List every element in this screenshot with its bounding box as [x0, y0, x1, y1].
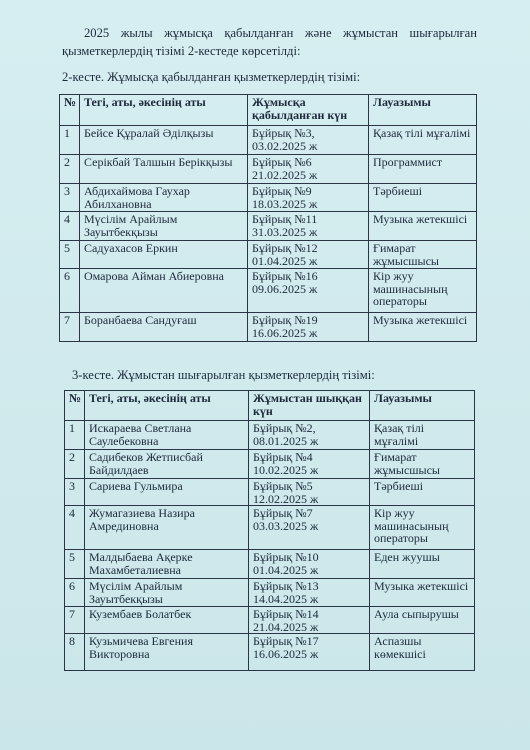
cell-order-date: Бұйрық №17 16.06.2025 ж — [249, 634, 370, 671]
cell-position: Аула сыпырушы — [370, 607, 475, 634]
table-header-row — [60, 95, 477, 126]
table-row — [65, 550, 475, 579]
header-date: Жұмыстан шыққан күн — [249, 391, 370, 421]
cell-name: Садуахасов Еркин — [80, 241, 248, 269]
cell-name: Мүсілім Арайлым Зауытбекқызы — [85, 579, 249, 607]
cell-name: Малдыбаева Ақерке Махамбеталиевна — [85, 550, 249, 579]
cell-name: Омарова Айман Абиеровна — [80, 269, 248, 313]
cell-name: Абдихаймова Гаухар Абилхановна — [80, 184, 248, 212]
header-position: Лауазымы — [370, 391, 475, 421]
cell-order-date: Бұйрық №10 01.04.2025 ж — [249, 550, 370, 579]
cell-order-date: Бұйрық №16 09.06.2025 ж — [248, 269, 369, 313]
cell-order-date: Бұйрық №12 01.04.2025 ж — [248, 241, 369, 269]
table-row — [65, 479, 475, 506]
cell-position: Тәрбиеші — [370, 479, 475, 506]
cell-order-date: Бұйрық №6 21.02.2025 ж — [248, 155, 369, 184]
cell-number: 7 — [60, 313, 80, 342]
table-row — [65, 579, 475, 607]
cell-position: Ғимарат жұмысшысы — [370, 450, 475, 479]
table-header-row — [65, 391, 475, 421]
cell-order-date: Бұйрық №13 14.04.2025 ж — [249, 579, 370, 607]
cell-order-date: Бұйрық №9 18.03.2025 ж — [248, 184, 369, 212]
cell-position: Аспазшы көмекшісі — [370, 634, 475, 671]
header-date: Жұмысқа қабылданған күн — [248, 95, 369, 126]
cell-name: Искараева Светлана Саулебековна — [85, 421, 249, 450]
hired-employees-table — [59, 94, 477, 342]
cell-number: 6 — [60, 269, 80, 313]
cell-name: Серікбай Талшын Берікқызы — [80, 155, 248, 184]
table-row — [65, 450, 475, 479]
header-position: Лауазымы — [369, 95, 477, 126]
table-row — [60, 212, 477, 241]
cell-name: Садибеков Жетписбай Байдилдаев — [85, 450, 249, 479]
header-name: Тегі, аты, әкесінің аты — [85, 391, 249, 421]
cell-number: 4 — [60, 212, 80, 241]
table-row — [65, 607, 475, 634]
cell-position: Қазақ тілі мұғалімі — [369, 126, 477, 155]
cell-number: 1 — [60, 126, 80, 155]
cell-number: 2 — [65, 450, 85, 479]
dismissed-table-body — [65, 421, 475, 671]
intro-paragraph — [62, 24, 477, 60]
header-name: Тегі, аты, әкесінің аты — [80, 95, 248, 126]
cell-name: Кузьмичева Евгения Викторовна — [85, 634, 249, 671]
cell-number: 6 — [65, 579, 85, 607]
cell-order-date: Бұйрық №5 12.02.2025 ж — [249, 479, 370, 506]
cell-position: Тәрбиеші — [369, 184, 477, 212]
table3-caption: 3-кесте. Жұмыстан шығарылған қызметкерлердің тізімі: — [72, 368, 375, 382]
cell-number: 1 — [65, 421, 85, 450]
table-row — [60, 269, 477, 313]
cell-order-date: Бұйрық №4 10.02.2025 ж — [249, 450, 370, 479]
table-row — [60, 241, 477, 269]
table2-caption: 2-кесте. Жұмысқа қабылданған қызметкерлердің тізімі: — [62, 70, 361, 84]
cell-name: Кузембаев Болатбек — [85, 607, 249, 634]
cell-number: 3 — [65, 479, 85, 506]
cell-number: 8 — [65, 634, 85, 671]
cell-position: Музыка жетекшісі — [370, 579, 475, 607]
hired-table-body — [60, 126, 477, 342]
cell-number: 4 — [65, 506, 85, 550]
cell-position: Еден жуушы — [370, 550, 475, 579]
cell-position: Ғимарат жұмысшысы — [369, 241, 477, 269]
cell-position: Музыка жетекшісі — [369, 212, 477, 241]
cell-position: Программист — [369, 155, 477, 184]
cell-name: Жумагазиева Назира Амрединовна — [85, 506, 249, 550]
intro-text: 2025 жылы жұмысқа қабылданған және жұмыстан шығарылған қызметкерлердің тізімі 2-кестеде көрсетілді: — [62, 26, 477, 58]
cell-name: Боранбаева Сандуғаш — [80, 313, 248, 342]
cell-position: Кір жуу машинасының операторы — [369, 269, 477, 313]
header-number: № — [65, 391, 85, 421]
table-row — [60, 126, 477, 155]
cell-number: 5 — [60, 241, 80, 269]
table-row — [60, 184, 477, 212]
table-row — [60, 313, 477, 342]
cell-name: Сариева Гульмира — [85, 479, 249, 506]
dismissed-employees-table — [64, 390, 475, 671]
cell-name: Мүсілім Арайлым Зауытбекқызы — [80, 212, 248, 241]
cell-order-date: Бұйрық №7 03.03.2025 ж — [249, 506, 370, 550]
table-row — [65, 634, 475, 671]
cell-position: Музыка жетекшісі — [369, 313, 477, 342]
cell-number: 3 — [60, 184, 80, 212]
cell-order-date: Бұйрық №19 16.06.2025 ж — [248, 313, 369, 342]
cell-number: 5 — [65, 550, 85, 579]
cell-order-date: Бұйрық №14 21.04.2025 ж — [249, 607, 370, 634]
cell-order-date: Бұйрық №3, 03.02.2025 ж — [248, 126, 369, 155]
cell-number: 7 — [65, 607, 85, 634]
table-row — [65, 506, 475, 550]
cell-number: 2 — [60, 155, 80, 184]
cell-position: Қазақ тілі мұғалімі — [370, 421, 475, 450]
table-row — [65, 421, 475, 450]
cell-position: Кір жуу машинасының операторы — [370, 506, 475, 550]
header-number: № — [60, 95, 80, 126]
cell-name: Бейсе Құралай Әділқызы — [80, 126, 248, 155]
cell-order-date: Бұйрық №2, 08.01.2025 ж — [249, 421, 370, 450]
cell-order-date: Бұйрық №11 31.03.2025 ж — [248, 212, 369, 241]
table-row — [60, 155, 477, 184]
